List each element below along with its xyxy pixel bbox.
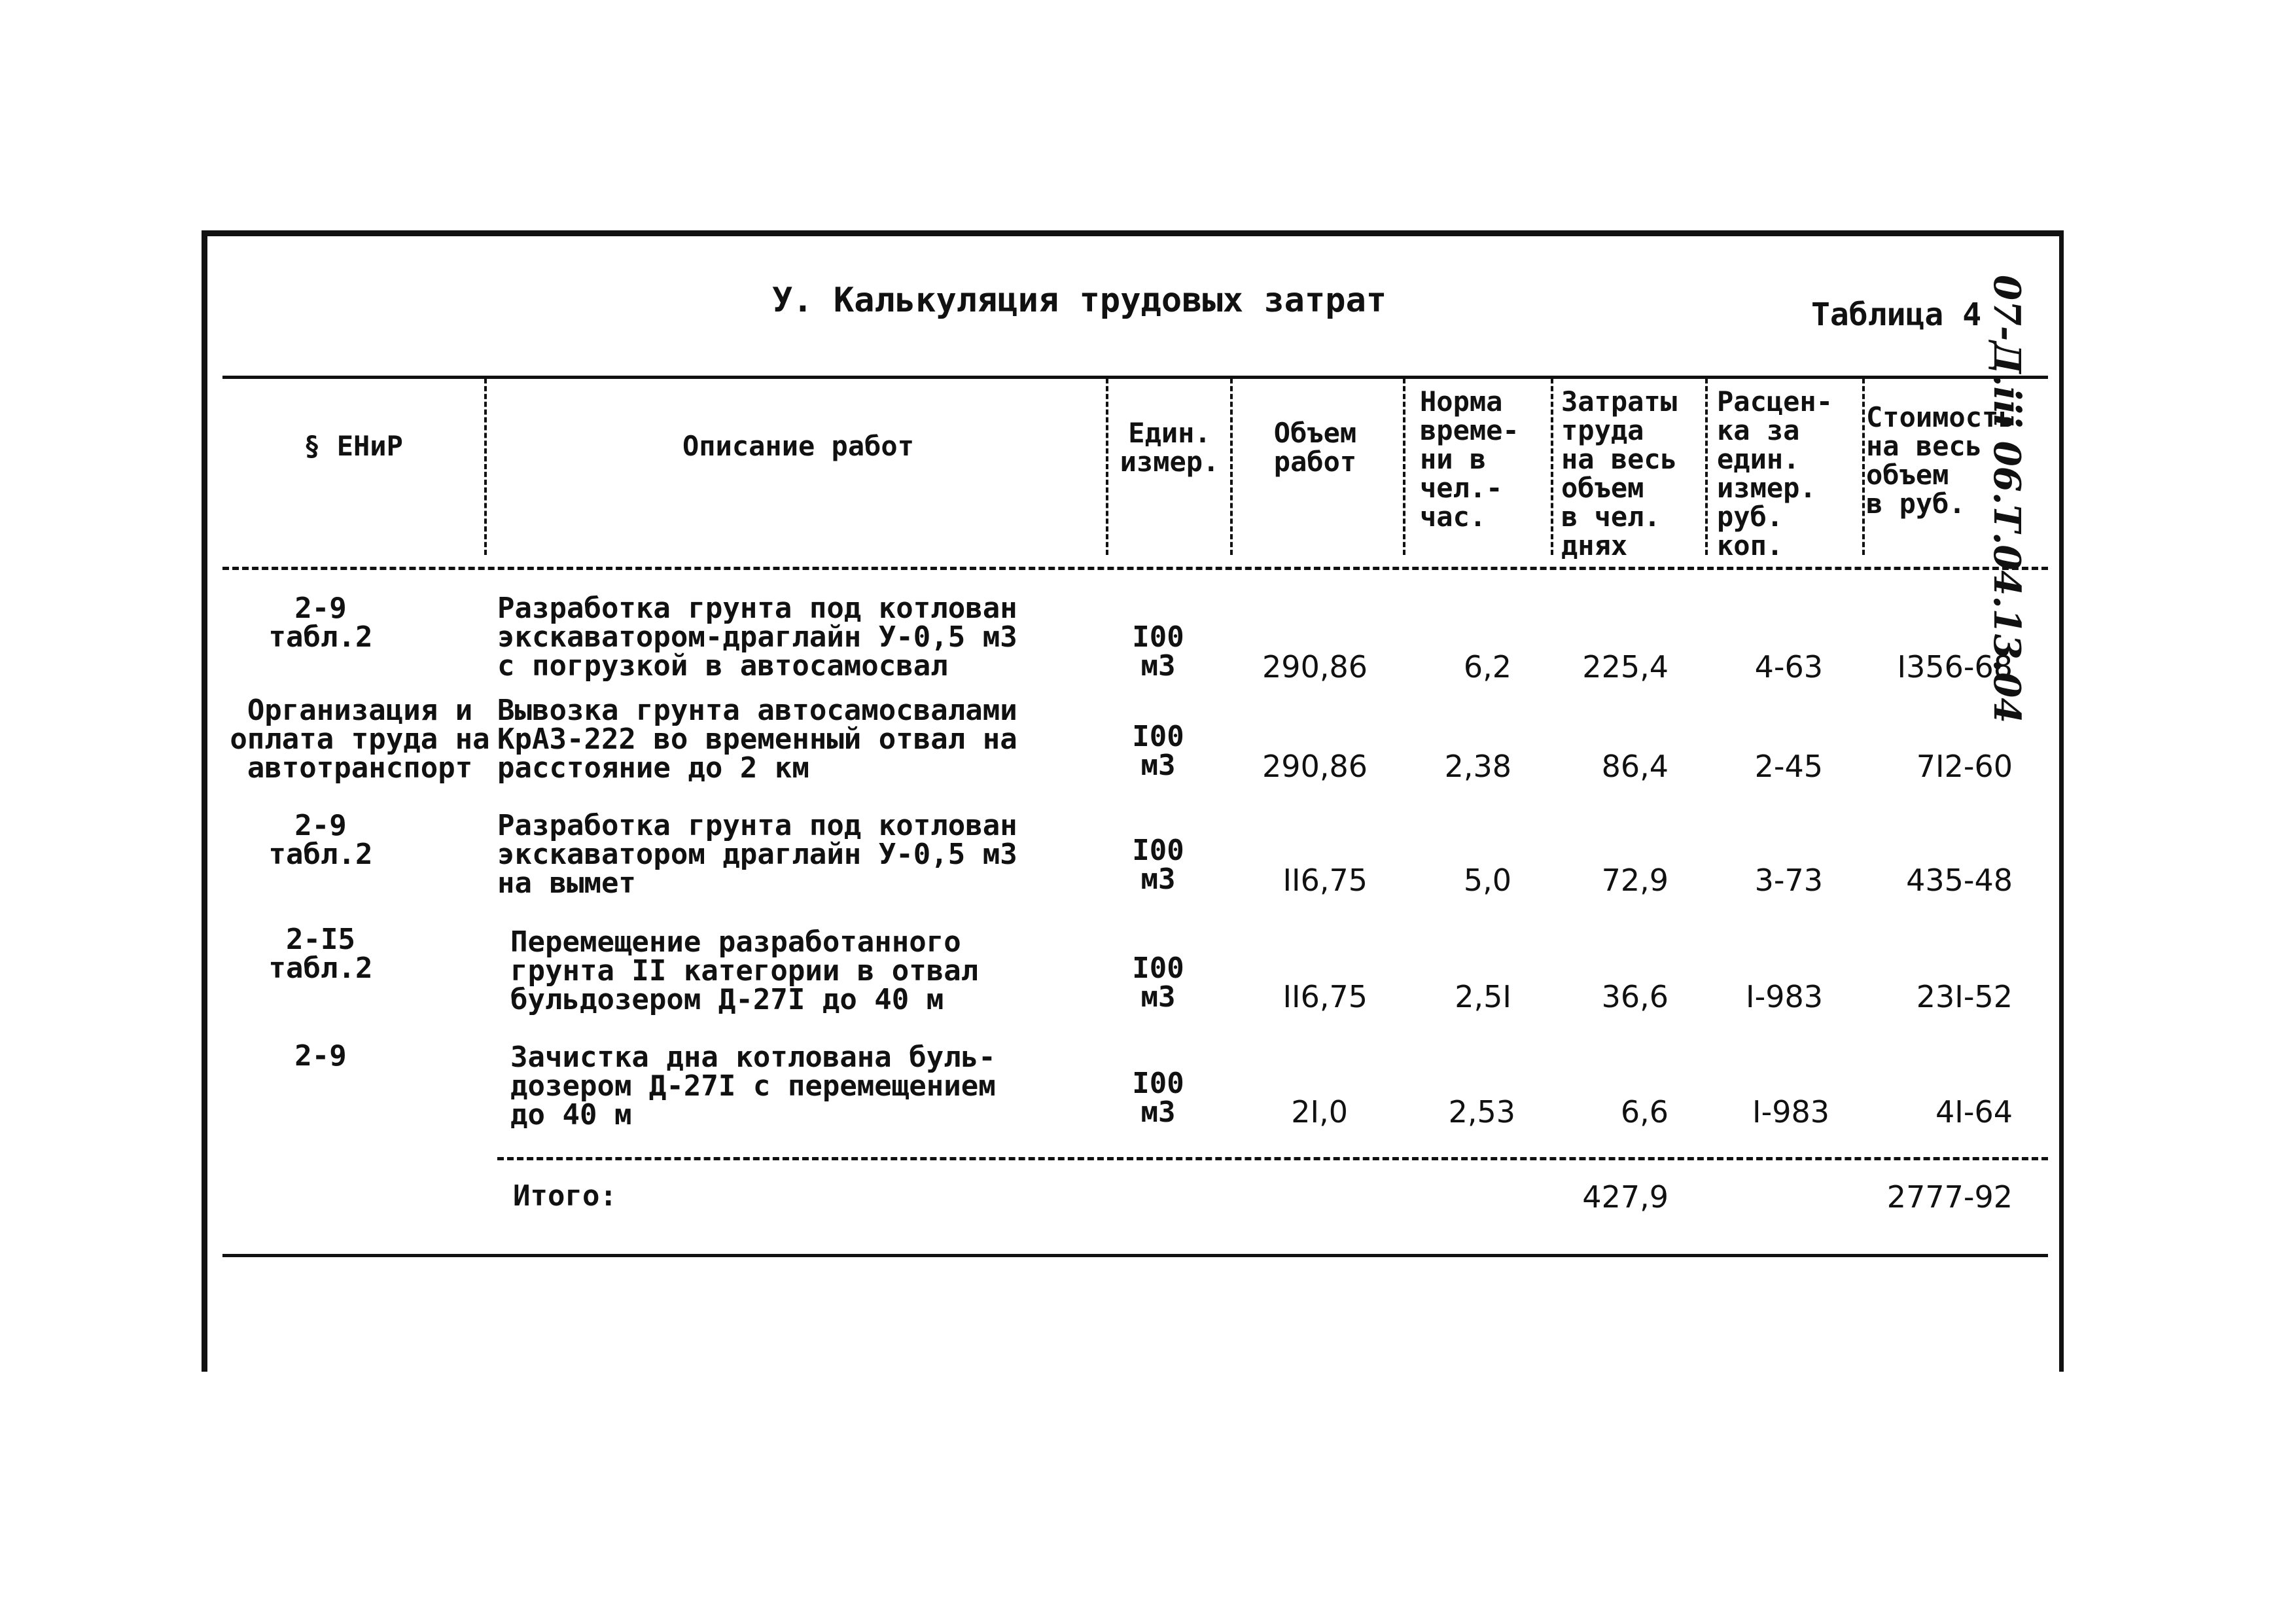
col-header-volume: Объем работ [1273,417,1357,478]
table-number: Таблица 4 [1811,296,1982,333]
row-labor: 225,4 [1582,649,1669,685]
row-volume: II6,75 [1282,979,1368,1014]
table-top-rule [222,376,2048,379]
col-header-rate: Расцен- ка за един. измер. руб. коп. [1717,385,1833,562]
document-title: У. Калькуляция трудовых затрат [772,281,1387,320]
row-labor: 72,9 [1601,863,1669,898]
row-enir-ref: 2-9 табл.2 [268,809,373,871]
col-header-description: Описание работ [682,430,914,462]
row-cost: 7I2-60 [1916,749,2013,784]
row-norm: 6,2 [1463,649,1511,685]
row-cost: 23I-52 [1916,979,2013,1014]
side-document-code: 07-Д.ііі 06.Т.04.13.04 [1985,275,2028,724]
total-cost: 2777-92 [1886,1179,2013,1215]
col-header-enir: § ЕНиР [304,430,403,462]
row-rate: 3-73 [1754,863,1823,898]
col-sep [1230,378,1233,555]
col-sep [1551,378,1553,555]
header-bottom-rule [222,567,2048,570]
row-rate: 2-45 [1754,749,1823,784]
row-labor: 86,4 [1601,749,1669,784]
row-enir-ref: 2-I5 табл.2 [268,923,373,985]
row-enir-ref: 2-9 табл.2 [268,592,373,654]
row-unit: I00 м3 [1132,720,1184,782]
row-unit: I00 м3 [1132,952,1184,1014]
row-unit: I00 м3 [1132,620,1184,683]
col-sep [1106,378,1108,555]
totals-top-rule [497,1157,2048,1160]
row-labor: 36,6 [1601,979,1669,1014]
row-rate: I-983 [1746,979,1823,1014]
row-cost: 4I-64 [1935,1094,2013,1130]
row-description: Разработка грунта под котлован экскаватором-драглайн У-0,5 м3 с погрузкой в автосамосвал [497,592,1017,683]
col-header-unit: Един. измер. [1120,417,1220,478]
row-volume: 2I,0 [1291,1094,1348,1130]
row-description: Вывозка грунта автосамосвалами КрАЗ-222 во временный отвал на расстояние до 2 км [497,694,1017,785]
row-rate: 4-63 [1754,649,1823,685]
row-description: Разработка грунта под котлован экскаватором драглайн У-0,5 м3 на вымет [497,809,1017,900]
col-header-norm: Норма време- ни в чел.- час. [1420,385,1519,533]
row-unit: I00 м3 [1132,1067,1184,1129]
row-volume: 290,86 [1262,749,1368,784]
row-enir-ref: 2-9 [294,1039,347,1073]
row-rate: I-983 [1752,1094,1829,1130]
row-norm: 2,53 [1448,1094,1515,1130]
row-cost: I356-68 [1897,649,2013,685]
col-sep [1705,378,1708,555]
row-cost: 435-48 [1906,863,2013,898]
row-description: Зачистка дна котлована буль- дозером Д-27I с перемещением до 40 м [510,1041,996,1132]
col-sep [1403,378,1405,555]
row-volume: II6,75 [1282,863,1368,898]
total-labor: 427,9 [1582,1179,1669,1215]
total-label: Итого: [513,1179,617,1213]
row-description: Перемещение разработанного грунта II категории в отвал бульдозером Д-27I до 40 м [510,925,979,1016]
col-header-labor: Затраты труда на весь объем в чел. днях [1561,385,1678,562]
col-sep [484,378,487,555]
row-norm: 5,0 [1463,863,1511,898]
col-sep [1862,378,1865,555]
row-norm: 2,38 [1444,749,1511,784]
col-header-cost: Стоимость на весь объем в руб. [1866,401,2015,520]
row-labor: 6,6 [1620,1094,1669,1130]
table-bottom-rule [222,1254,2048,1257]
row-norm: 2,5I [1455,979,1511,1014]
row-unit: I00 м3 [1132,834,1184,896]
row-volume: 290,86 [1262,649,1368,685]
row-enir-ref: Организация и оплата труда на автотранспорт [230,694,490,785]
